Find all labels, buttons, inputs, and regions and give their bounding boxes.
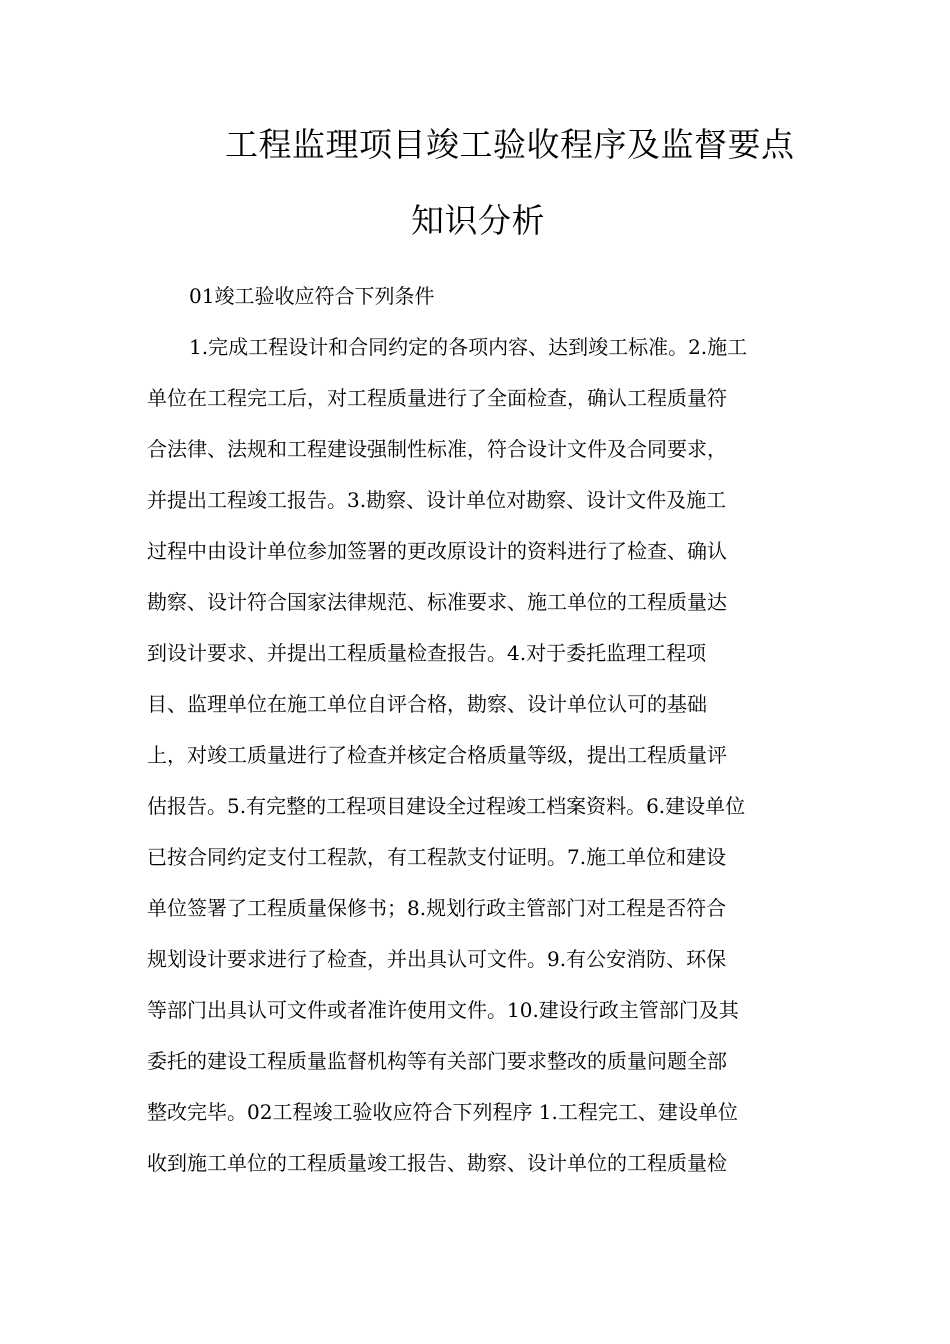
body-line: 1.完成工程设计和合同约定的各项内容、达到竣工标准。2.施工	[189, 335, 748, 359]
body-line: 委托的建设工程质量监督机构等有关部门要求整改的质量问题全部	[147, 1049, 727, 1073]
body-line: 并提出工程竣工报告。3.勘察、设计单位对勘察、设计文件及施工	[147, 488, 727, 512]
document-title-line-1: 工程监理项目竣工验收程序及监督要点	[225, 125, 795, 164]
body-line: 上，对竣工质量进行了检查并核定合格质量等级，提出工程质量评	[147, 743, 727, 767]
body-line: 规划设计要求进行了检查，并出具认可文件。9.有公安消防、环保	[147, 947, 727, 971]
section-heading: 01竣工验收应符合下列条件	[189, 284, 435, 308]
body-line: 等部门出具认可文件或者准许使用文件。10.建设行政主管部门及其	[147, 998, 739, 1022]
body-line: 单位在工程完工后，对工程质量进行了全面检查，确认工程质量符	[147, 386, 727, 410]
body-line: 到设计要求、并提出工程质量检查报告。4.对于委托监理工程项	[147, 641, 707, 665]
body-line: 目、监理单位在施工单位自评合格，勘察、设计单位认可的基础	[147, 692, 707, 716]
body-line: 已按合同约定支付工程款，有工程款支付证明。7.施工单位和建设	[147, 845, 727, 869]
body-line: 合法律、法规和工程建设强制性标准，符合设计文件及合同要求，	[147, 437, 727, 461]
body-line: 整改完毕。02工程竣工验收应符合下列程序 1.工程完工、建设单位	[147, 1100, 738, 1124]
body-line: 收到施工单位的工程质量竣工报告、勘察、设计单位的工程质量检	[147, 1151, 727, 1175]
body-line: 过程中由设计单位参加签署的更改原设计的资料进行了检查、确认	[147, 539, 727, 563]
body-line: 估报告。5.有完整的工程项目建设全过程竣工档案资料。6.建设单位	[147, 794, 746, 818]
document-title-line-2: 知识分析	[411, 201, 545, 240]
body-line: 单位签署了工程质量保修书；8.规划行政主管部门对工程是否符合	[147, 896, 727, 920]
body-line: 勘察、设计符合国家法律规范、标准要求、施工单位的工程质量达	[147, 590, 727, 614]
